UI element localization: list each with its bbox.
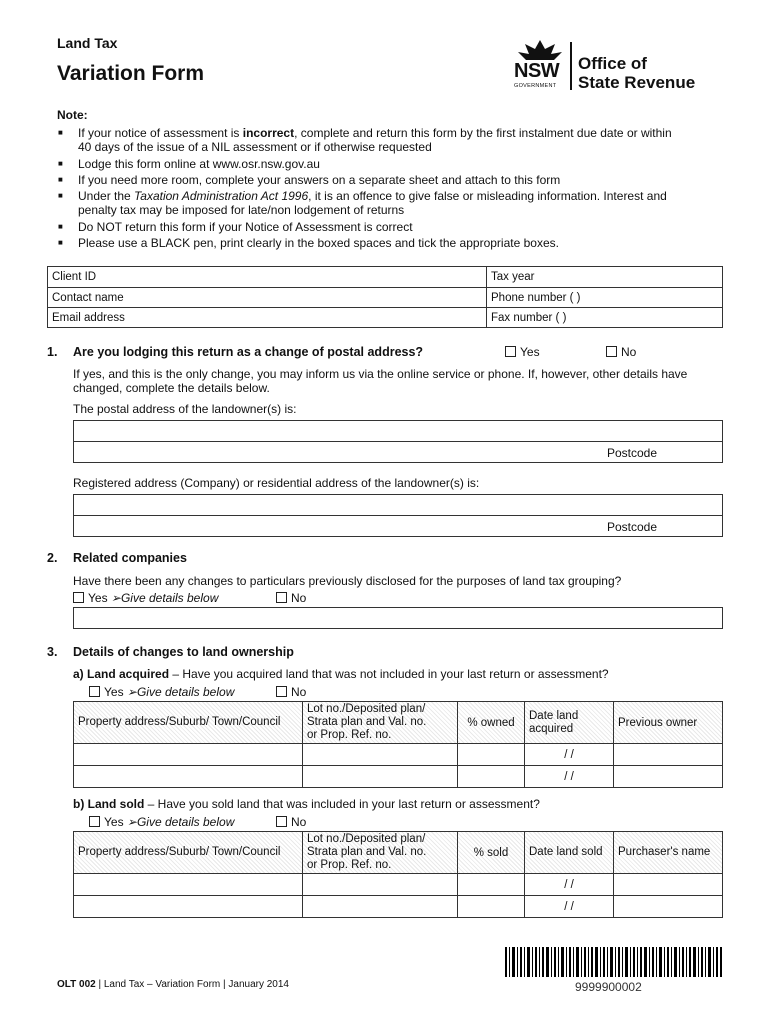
previous-owner-cell[interactable] xyxy=(614,744,723,766)
waratah-icon xyxy=(512,38,568,62)
property-address-cell[interactable] xyxy=(74,744,303,766)
q2-yes-checkbox[interactable] xyxy=(73,592,84,603)
property-address-cell[interactable] xyxy=(74,766,303,788)
bullet-icon: ■ xyxy=(58,175,63,184)
q1-registered-label: Registered address (Company) or residential address of the landowner(s) is: xyxy=(73,476,480,490)
q2-question: Have there been any changes to particulars previously disclosed for the purposes of land tax grouping? xyxy=(73,574,622,588)
q1-no-option[interactable]: No xyxy=(606,345,636,359)
footer-text: OLT 002 | Land Tax – Variation Form | January 2014 xyxy=(57,979,289,990)
logo-divider xyxy=(570,42,572,90)
q3b-no-checkbox[interactable] xyxy=(276,816,287,827)
logo-nsw: NSW xyxy=(514,60,560,82)
osr-logo xyxy=(510,38,725,94)
q1-yes-option[interactable]: Yes xyxy=(505,345,540,359)
q3-number: 3. xyxy=(47,645,58,659)
page-title: Variation Form xyxy=(57,62,205,85)
date-acquired-cell[interactable]: / / xyxy=(525,744,614,766)
barcode-icon xyxy=(505,947,723,977)
bullet-icon: ■ xyxy=(58,128,63,137)
percent-sold-cell[interactable] xyxy=(458,874,525,896)
tax-year-field[interactable]: Tax year xyxy=(487,267,723,288)
q2-number: 2. xyxy=(47,551,58,565)
q2-details-box[interactable] xyxy=(73,607,723,629)
col-header-lot-no: Lot no./Deposited plan/ Strata plan and Val. no. or Prop. Ref. no. xyxy=(303,702,458,744)
q3-heading: Details of changes to land ownership xyxy=(73,645,294,659)
postal-address-box[interactable] xyxy=(73,420,723,463)
logo-office-line2: State Revenue xyxy=(578,73,696,92)
q2-no-checkbox[interactable] xyxy=(276,592,287,603)
q1-question: Are you lodging this return as a change of postal address? xyxy=(73,345,424,359)
note-bullet-6: Please use a BLACK pen, print clearly in the boxed spaces and tick the appropriate boxes. xyxy=(78,236,559,250)
postal-postcode-label: Postcode xyxy=(607,446,658,460)
date-sold-cell[interactable]: / / xyxy=(525,874,614,896)
col-header-purchaser-name: Purchaser's name xyxy=(614,832,723,874)
note-label: Note: xyxy=(57,108,88,122)
q1-no-checkbox[interactable] xyxy=(606,346,617,357)
client-id-field[interactable]: Client ID xyxy=(48,267,487,288)
registered-address-box[interactable] xyxy=(73,494,723,537)
registered-postcode-label: Postcode xyxy=(607,520,658,534)
bullet-icon: ■ xyxy=(58,238,63,247)
q3a-no-option[interactable]: No xyxy=(276,685,306,699)
note-bullet-4: Under the Taxation Administration Act 1996, it is an offence to give false or misleading information. Interest and penalty tax may be imposed for late/non lodgement of returns xyxy=(78,189,667,217)
logo-government: GOVERNMENT xyxy=(514,83,557,89)
email-address-field[interactable]: Email address xyxy=(48,308,487,328)
form-category: Land Tax xyxy=(57,35,118,51)
table-row xyxy=(74,874,723,896)
bullet-icon: ■ xyxy=(58,222,63,231)
q3b-no-option[interactable]: No xyxy=(276,815,306,829)
land-acquired-table xyxy=(73,701,723,788)
percent-owned-cell[interactable] xyxy=(458,744,525,766)
col-header-date-acquired: Date land acquired xyxy=(525,702,614,744)
note-bullet-5: Do NOT return this form if your Notice of Assessment is correct xyxy=(78,220,413,234)
col-header-percent-sold: % sold xyxy=(458,832,525,874)
q3a-question: a) Land acquired – Have you acquired land that was not included in your last return or assessment? xyxy=(73,667,609,681)
percent-owned-cell[interactable] xyxy=(458,766,525,788)
bullet-icon: ■ xyxy=(58,191,63,200)
table-row xyxy=(74,744,723,766)
q1-yes-checkbox[interactable] xyxy=(505,346,516,357)
lot-no-cell[interactable] xyxy=(303,744,458,766)
q3a-yes-option[interactable]: Yes ➢Give details below xyxy=(89,685,234,699)
note-bullet-3: If you need more room, complete your answers on a separate sheet and attach to this form xyxy=(78,173,561,187)
purchaser-name-cell[interactable] xyxy=(614,874,723,896)
table-row xyxy=(74,896,723,918)
col-header-property-address: Property address/Suburb/ Town/Council xyxy=(74,832,303,874)
fax-number-field[interactable]: Fax number ( ) xyxy=(487,308,723,328)
property-address-cell[interactable] xyxy=(74,896,303,918)
col-header-date-sold: Date land sold xyxy=(525,832,614,874)
phone-number-field[interactable]: Phone number ( ) xyxy=(487,288,723,308)
q1-info: If yes, and this is the only change, you may inform us via the online service or phone. If, however, other details have changed, complete the details below. xyxy=(73,367,688,395)
q3a-no-checkbox[interactable] xyxy=(276,686,287,697)
q1-postal-label: The postal address of the landowner(s) is: xyxy=(73,402,297,416)
table-row xyxy=(74,766,723,788)
barcode-number: 9999900002 xyxy=(575,980,642,994)
note-bullet-1: If your notice of assessment is incorrect, complete and return this form by the first instalment due date or within 40 days of the issue of a NIL assessment or if otherwise requested xyxy=(78,126,672,154)
q2-heading: Related companies xyxy=(73,551,187,565)
property-address-cell[interactable] xyxy=(74,874,303,896)
lot-no-cell[interactable] xyxy=(303,766,458,788)
q3b-yes-option[interactable]: Yes ➢Give details below xyxy=(89,815,234,829)
q3b-yes-checkbox[interactable] xyxy=(89,816,100,827)
q1-number: 1. xyxy=(47,345,58,359)
q2-no-option[interactable]: No xyxy=(276,591,306,605)
col-header-lot-no: Lot no./Deposited plan/ Strata plan and Val. no. or Prop. Ref. no. xyxy=(303,832,458,874)
bullet-icon: ■ xyxy=(58,159,63,168)
col-header-percent-owned: % owned xyxy=(458,702,525,744)
date-sold-cell[interactable]: / / xyxy=(525,896,614,918)
date-acquired-cell[interactable]: / / xyxy=(525,766,614,788)
note-bullet-2: Lodge this form online at www.osr.nsw.gov.au xyxy=(78,157,320,171)
lot-no-cell[interactable] xyxy=(303,896,458,918)
logo-office-line1: Office of xyxy=(578,54,647,73)
client-details-table xyxy=(47,266,723,328)
land-sold-table xyxy=(73,831,723,918)
purchaser-name-cell[interactable] xyxy=(614,896,723,918)
contact-name-field[interactable]: Contact name xyxy=(48,288,487,308)
col-header-previous-owner: Previous owner xyxy=(614,702,723,744)
q3b-question: b) Land sold – Have you sold land that was included in your last return or assessment? xyxy=(73,797,540,811)
col-header-property-address: Property address/Suburb/ Town/Council xyxy=(74,702,303,744)
q2-yes-option[interactable]: Yes ➢Give details below xyxy=(73,591,218,605)
q3a-yes-checkbox[interactable] xyxy=(89,686,100,697)
previous-owner-cell[interactable] xyxy=(614,766,723,788)
lot-no-cell[interactable] xyxy=(303,874,458,896)
percent-sold-cell[interactable] xyxy=(458,896,525,918)
